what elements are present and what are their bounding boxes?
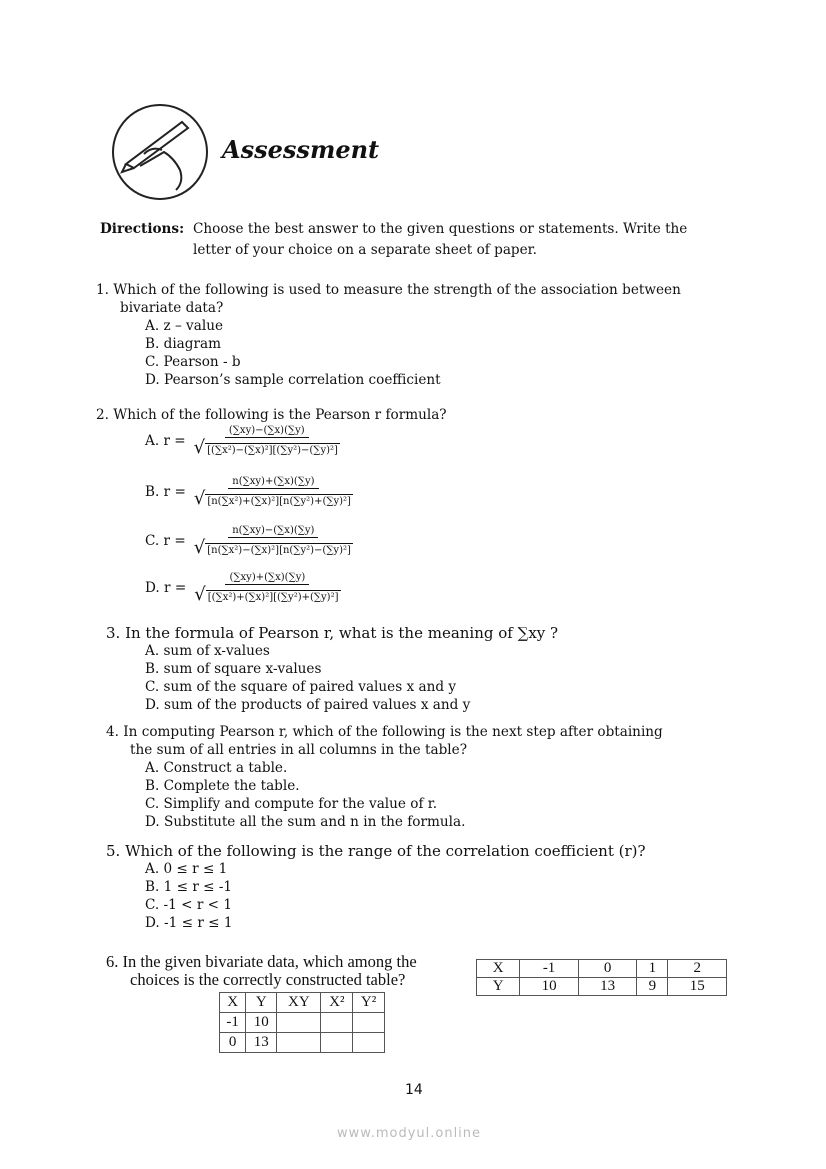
table-cell <box>321 1013 353 1033</box>
q4-option-b: B. Complete the table. <box>145 778 300 794</box>
q1-option-c: C. Pearson - b <box>145 354 241 370</box>
sqrt-icon: √ <box>194 584 206 605</box>
denominator: [(∑x²)+(∑x)²][(∑y²)+(∑y)²] <box>207 592 339 603</box>
watermark: www.modyul.online <box>337 1126 482 1141</box>
directions-label: Directions: <box>100 221 185 237</box>
table-cell: 10 <box>246 1013 277 1033</box>
q3-text: 3. In the formula of Pearson r, what is the meaning of ∑xy ? <box>106 624 559 642</box>
q4-option-c: C. Simplify and compute for the value of r. <box>145 796 438 812</box>
table-cell <box>353 1033 385 1053</box>
directions-line2: letter of your choice on a separate sheet of paper. <box>193 242 537 258</box>
option-label: A. r = <box>145 432 186 449</box>
q2-text: 2. Which of the following is the Pearson r formula? <box>96 407 447 423</box>
table-cell: X <box>477 960 520 978</box>
q2-option-b <box>145 476 353 507</box>
table-cell: Y <box>477 978 520 996</box>
directions-line1: Choose the best answer to the given questions or statements. Write the <box>193 221 688 237</box>
table-cell: 13 <box>246 1033 277 1053</box>
option-label: C. r = <box>145 532 186 549</box>
q4-text-2: the sum of all entries in all columns in the table? <box>130 742 467 758</box>
q1-option-b: B. diagram <box>145 336 221 352</box>
q2-option-a <box>145 425 340 456</box>
table-cell <box>277 1033 321 1053</box>
table-cell: Y² <box>353 993 385 1013</box>
q2-option-c <box>145 525 353 556</box>
q3-option-c: C. sum of the square of paired values x and y <box>145 679 457 695</box>
table-cell: X² <box>321 993 353 1013</box>
q5-option-d: D. -1 ≤ r ≤ 1 <box>145 915 233 931</box>
sqrt-icon: √ <box>193 488 206 509</box>
q6-text: 6. In the given bivariate data, which among the <box>106 952 417 971</box>
page-number: 14 <box>405 1082 423 1098</box>
table-cell: 10 <box>520 978 579 996</box>
q6-text-2: choices is the correctly constructed table? <box>130 970 406 989</box>
table-row <box>477 978 727 996</box>
numerator: (∑xy)−(∑x)(∑y) <box>225 425 309 438</box>
q4-option-d: D. Substitute all the sum and n in the formula. <box>145 814 466 830</box>
denominator: [(∑x²)−(∑x)²][(∑y²)−(∑y)²] <box>207 445 338 456</box>
q1-option-d: D. Pearson’s sample correlation coefficient <box>145 372 441 388</box>
table-cell: X <box>220 993 246 1013</box>
table-cell <box>277 1013 321 1033</box>
table-cell: Y <box>246 993 277 1013</box>
sqrt-icon: √ <box>193 437 206 458</box>
table-cell: -1 <box>520 960 579 978</box>
table-cell: 0 <box>220 1033 246 1053</box>
table-cell: 0 <box>578 960 637 978</box>
q5-option-a: A. 0 ≤ r ≤ 1 <box>145 861 228 877</box>
option-label: B. r = <box>145 483 186 500</box>
table-cell <box>321 1033 353 1053</box>
table-cell: XY <box>277 993 321 1013</box>
pencil-hand-icon <box>112 104 208 200</box>
q3-option-d: D. sum of the products of paired values x and y <box>145 697 471 713</box>
numerator: n(∑xy)−(∑x)(∑y) <box>228 525 318 538</box>
q3-option-b: B. sum of square x-values <box>145 661 322 677</box>
table-row <box>220 993 385 1013</box>
q5-text: 5. Which of the following is the range of the correlation coefficient (r)? <box>106 842 646 860</box>
bivariate-data-table <box>476 959 727 996</box>
table-cell: -1 <box>220 1013 246 1033</box>
choice-table <box>219 992 385 1053</box>
q1-option-a: A. z – value <box>145 318 223 334</box>
table-row <box>220 1013 385 1033</box>
q4-text: 4. In computing Pearson r, which of the following is the next step after obtaining <box>106 724 663 740</box>
option-label: D. r = <box>145 579 187 596</box>
table-cell: 13 <box>578 978 637 996</box>
table-cell: 15 <box>668 978 727 996</box>
q5-option-c: C. -1 < r < 1 <box>145 897 233 913</box>
table-cell: 9 <box>637 978 668 996</box>
table-row <box>220 1033 385 1053</box>
q5-option-b: B. 1 ≤ r ≤ -1 <box>145 879 233 895</box>
q1-text: 1. Which of the following is used to measure the strength of the association between <box>96 282 681 298</box>
table-cell: 1 <box>637 960 668 978</box>
q1-text-2: bivariate data? <box>120 300 224 316</box>
q4-option-a: A. Construct a table. <box>145 760 288 776</box>
q3-option-a: A. sum of x-values <box>145 643 270 659</box>
numerator: n(∑xy)+(∑x)(∑y) <box>228 476 318 489</box>
denominator: [n(∑x²)−(∑x)²][n(∑y²)−(∑y)²] <box>207 545 351 556</box>
table-cell <box>353 1013 385 1033</box>
table-cell: 2 <box>668 960 727 978</box>
denominator: [n(∑x²)+(∑x)²][n(∑y²)+(∑y)²] <box>207 496 351 507</box>
page-title: Assessment <box>222 135 380 164</box>
table-row <box>477 960 727 978</box>
sqrt-icon: √ <box>193 537 206 558</box>
q2-option-d <box>145 572 341 603</box>
numerator: (∑xy)+(∑x)(∑y) <box>225 572 309 585</box>
